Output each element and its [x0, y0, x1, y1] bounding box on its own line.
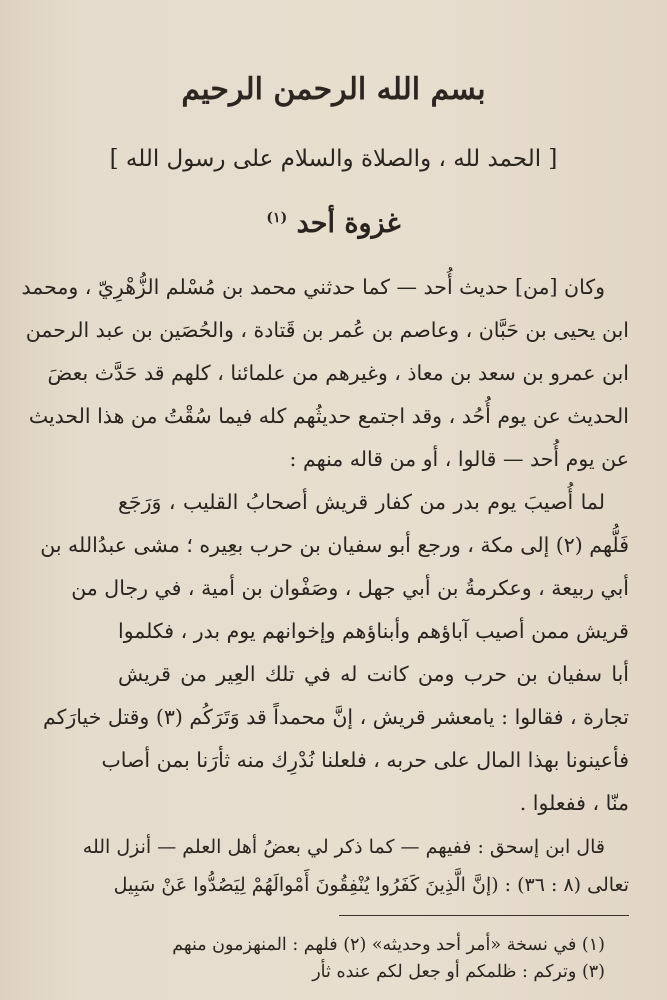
text-line: أبي ربيعة ، وعكرمةُ بن أبي جهل ، وصَفْوان بن أمية ، في رجال من [71, 576, 629, 600]
footnote-divider [339, 915, 629, 916]
basmala-calligraphy: بسم الله الرحمن الرحيم [181, 72, 486, 107]
text-line: ابن يحيى بن حَبَّان ، وعاصم بن عُمر بن قَتادة ، والحُصَين بن عبد الرحمن [25, 318, 629, 342]
text-line: قريش ممن أصيب آباؤهم وأبناؤهم وإخوانهم يوم بدر ، فكلموا [118, 619, 629, 643]
chapter-title [0, 208, 667, 239]
text-line: قال ابن إسحق : ففيهم — كما ذكر لي بعضُ أهل العلم — أنزل الله [82, 836, 605, 858]
text-line: منّا ، ففعلوا . [519, 791, 629, 815]
text-line: ابن عمرو بن سعد بن معاذ ، وغيرهم من علمائنا ، كلهم قد حَدَّث بعضَ [47, 361, 629, 385]
text-line: تجارة ، فقالوا : يامعشر قريش ، إنَّ محمداً قد وَتَرَكُم (٣) وقتل خيارَكم [43, 705, 629, 729]
text-line: تعالى (٨ : ٣٦) : (إنَّ الَّذِينَ كَفَرُوا يُنْفِقُونَ أَمْوالَهُمْ لِيَصُدُّوا عَنْ سَبِيل [113, 874, 629, 896]
text-line: الحديث عن يوم أُحُد ، وقد اجتمع حديثُهم كله فيما سُقْتُ من هذا الحديث [28, 404, 629, 428]
text-line: وكان [من] حديث أُحد — كما حدثني محمد بن مُسْلم الزُّهْرِيّ ، ومحمد [21, 275, 605, 299]
chapter-footnote-ref: (١) [266, 210, 288, 226]
footnote-line: (٣) وتركم : ظلمكم أو جعل لكم عنده ثأر [312, 962, 605, 982]
footnote-line: (١) في نسخة «أمر أحد وحديثه» (٢) فلهم : المنهزمون منهم [172, 935, 605, 955]
chapter-title-text: غزوة أحد [296, 208, 401, 239]
text-line: أبا سفيان بن حرب ومن كانت له في تلك العِير من قريش [118, 662, 629, 686]
text-line: فَلُّهم (٢) إلى مكة ، ورجع أبو سفيان بن حرب بعِيره ؛ مشى عبدُالله بن [40, 533, 629, 557]
invocation-line: [ الحمد لله ، والصلاة والسلام على رسول الله ] [109, 146, 558, 172]
text-line: فأعينونا بهذا المال على حربه ، فلعلنا نُدْرِك منه ثأرَنا بمن أصاب [101, 748, 629, 772]
text-line: لما أُصيبَ يوم بدر من كفار قريش أصحابُ القليب ، وَرَجَع [118, 490, 605, 514]
text-line: عن يوم أُحد — قالوا ، أو من قاله منهم : [289, 447, 629, 471]
